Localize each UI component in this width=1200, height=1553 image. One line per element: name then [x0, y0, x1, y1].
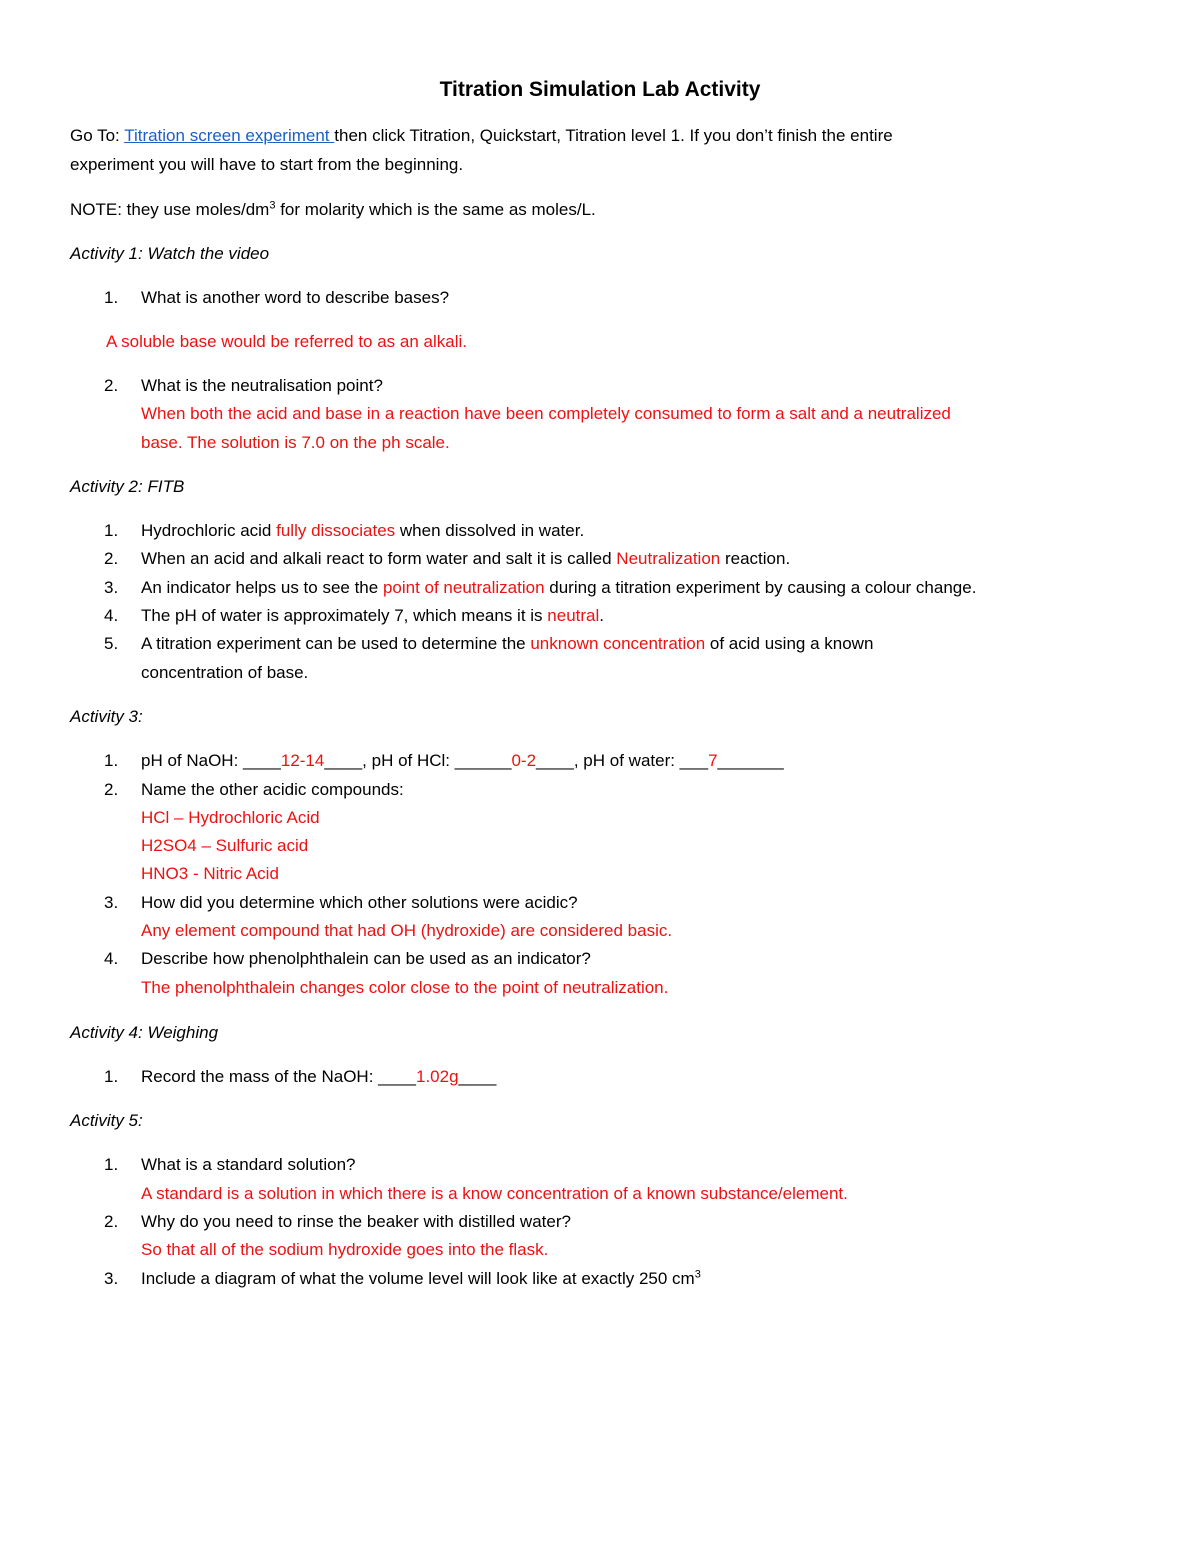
a2-item-pre: An indicator helps us to see the [141, 578, 383, 597]
a1-q1-num: 1. [104, 288, 119, 307]
a3-q1-text: ____, pH of water: ___ [536, 751, 709, 770]
a3-q4-answer: The phenolphthalein changes color close to the point of neutralization. [141, 978, 669, 997]
goto-label: Go To: [70, 126, 125, 145]
a3-q1 [141, 750, 784, 772]
page-title: Titration Simulation Lab Activity [439, 78, 761, 101]
a3-q2-text: Name the other acidic compounds: [141, 780, 404, 799]
a3-q1-text: pH of NaOH: ____ [141, 751, 281, 770]
a2-item-post: reaction. [720, 549, 791, 568]
a3-q1-answer-hcl: 0-2 [511, 751, 537, 770]
a3-q1-num: 1. [104, 751, 119, 770]
a5-q2-num: 2. [104, 1212, 119, 1231]
intro-rest: then click Titration, Quickstart, Titration level 1. If you don’t finish the entire [334, 126, 893, 145]
a3-q2-answer: H2SO4 – Sulfuric acid [141, 836, 309, 855]
a1-q1-answer: A soluble base would be referred to as an alkali. [106, 332, 468, 351]
a3-q3-num: 3. [104, 893, 119, 912]
a5-q2-answer: So that all of the sodium hydroxide goes into the flask. [141, 1240, 549, 1259]
a5-q1-num: 1. [104, 1155, 119, 1174]
intro-line-1 [70, 125, 893, 147]
a3-q1-text: _______ [717, 751, 784, 770]
a1-q2-text: What is the neutralisation point? [141, 376, 383, 395]
note-after: for molarity which is the same as moles/L. [275, 200, 596, 219]
note-line [70, 199, 596, 221]
activity-3-heading: Activity 3: [70, 707, 143, 726]
a2-item-5-line2: concentration of base. [141, 663, 309, 682]
a5-q3-num: 3. [104, 1269, 119, 1288]
a3-q2-num: 2. [104, 780, 119, 799]
a3-q3-answer: Any element compound that had OH (hydroxide) are considered basic. [141, 921, 673, 940]
a5-q1-text: What is a standard solution? [141, 1155, 356, 1174]
a2-item [141, 633, 873, 655]
a2-item-pre: A titration experiment can be used to determine the [141, 634, 531, 653]
a2-item-answer: point of neutralization [382, 578, 545, 597]
note-sup: 3 [269, 199, 276, 212]
a2-item-answer: fully dissociates [276, 521, 396, 540]
note-before: NOTE: they use moles/dm [70, 200, 270, 219]
a4-q1-num: 1. [104, 1067, 119, 1086]
a3-q1-answer-naoh: 12-14 [280, 751, 325, 770]
activity-2-heading: Activity 2: FITB [70, 477, 185, 496]
a5-q1-answer: A standard is a solution in which there is a know concentration of a known substance/element. [141, 1184, 848, 1203]
a2-item [141, 605, 604, 627]
a5-q2-text: Why do you need to rinse the beaker with distilled water? [141, 1212, 571, 1231]
a2-item-post: when dissolved in water. [395, 521, 585, 540]
a2-item [141, 577, 976, 599]
a3-q2-answer: HNO3 - Nitric Acid [141, 864, 279, 883]
a3-q4-text: Describe how phenolphthalein can be used as an indicator? [141, 949, 591, 968]
intro-line-2: experiment you will have to start from the beginning. [70, 155, 464, 174]
a3-q1-answer-water: 7 [708, 751, 718, 770]
a4-q1-answer: 1.02g [415, 1067, 459, 1086]
a2-item-pre: When an acid and alkali react to form water and salt it is called [141, 549, 617, 568]
a5-q3-text: Include a diagram of what the volume level will look like at exactly 250 cm [141, 1269, 695, 1288]
a3-q3-text: How did you determine which other solutions were acidic? [141, 893, 578, 912]
a5-q3-sup: 3 [694, 1268, 701, 1281]
a1-q2-num: 2. [104, 376, 119, 395]
activity-1-heading: Activity 1: Watch the video [70, 244, 270, 263]
a2-item [141, 548, 790, 570]
a2-item-num: 2. [104, 549, 119, 568]
a4-q1-text: Record the mass of the NaOH: ____ [141, 1067, 416, 1086]
a5-q3 [141, 1268, 701, 1290]
a2-item-num: 3. [104, 578, 119, 597]
a3-q4-num: 4. [104, 949, 119, 968]
a2-item-pre: Hydrochloric acid [141, 521, 277, 540]
a2-item-post: of acid using a known [705, 634, 874, 653]
a1-q2-answer-line1: When both the acid and base in a reaction have been completely consumed to form a salt and a neutralized [141, 404, 951, 423]
a3-q1-text: ____, pH of HCl: ______ [324, 751, 512, 770]
a3-q2-answer: HCl – Hydrochloric Acid [141, 808, 320, 827]
a2-item-post: . [599, 606, 604, 625]
activity-4-heading: Activity 4: Weighing [70, 1023, 219, 1042]
a2-item-num: 4. [104, 606, 119, 625]
a2-item-answer: neutral [547, 606, 600, 625]
a2-item-answer: Neutralization [616, 549, 721, 568]
a2-item [141, 520, 584, 542]
activity-5-heading: Activity 5: [70, 1111, 143, 1130]
a2-item-num: 5. [104, 634, 119, 653]
a2-item-answer: unknown concentration [530, 634, 706, 653]
a1-q2-answer-line2: base. The solution is 7.0 on the ph scale. [141, 433, 450, 452]
a2-item-num: 1. [104, 521, 119, 540]
a2-item-post: during a titration experiment by causing a colour change. [544, 578, 977, 597]
a2-item-pre: The pH of water is approximately 7, which means it is [141, 606, 548, 625]
a4-q1 [141, 1066, 496, 1088]
a1-q1-text: What is another word to describe bases? [141, 288, 450, 307]
a4-q1-blank: ____ [458, 1067, 497, 1086]
titration-experiment-link[interactable]: Titration screen experiment [124, 126, 335, 145]
